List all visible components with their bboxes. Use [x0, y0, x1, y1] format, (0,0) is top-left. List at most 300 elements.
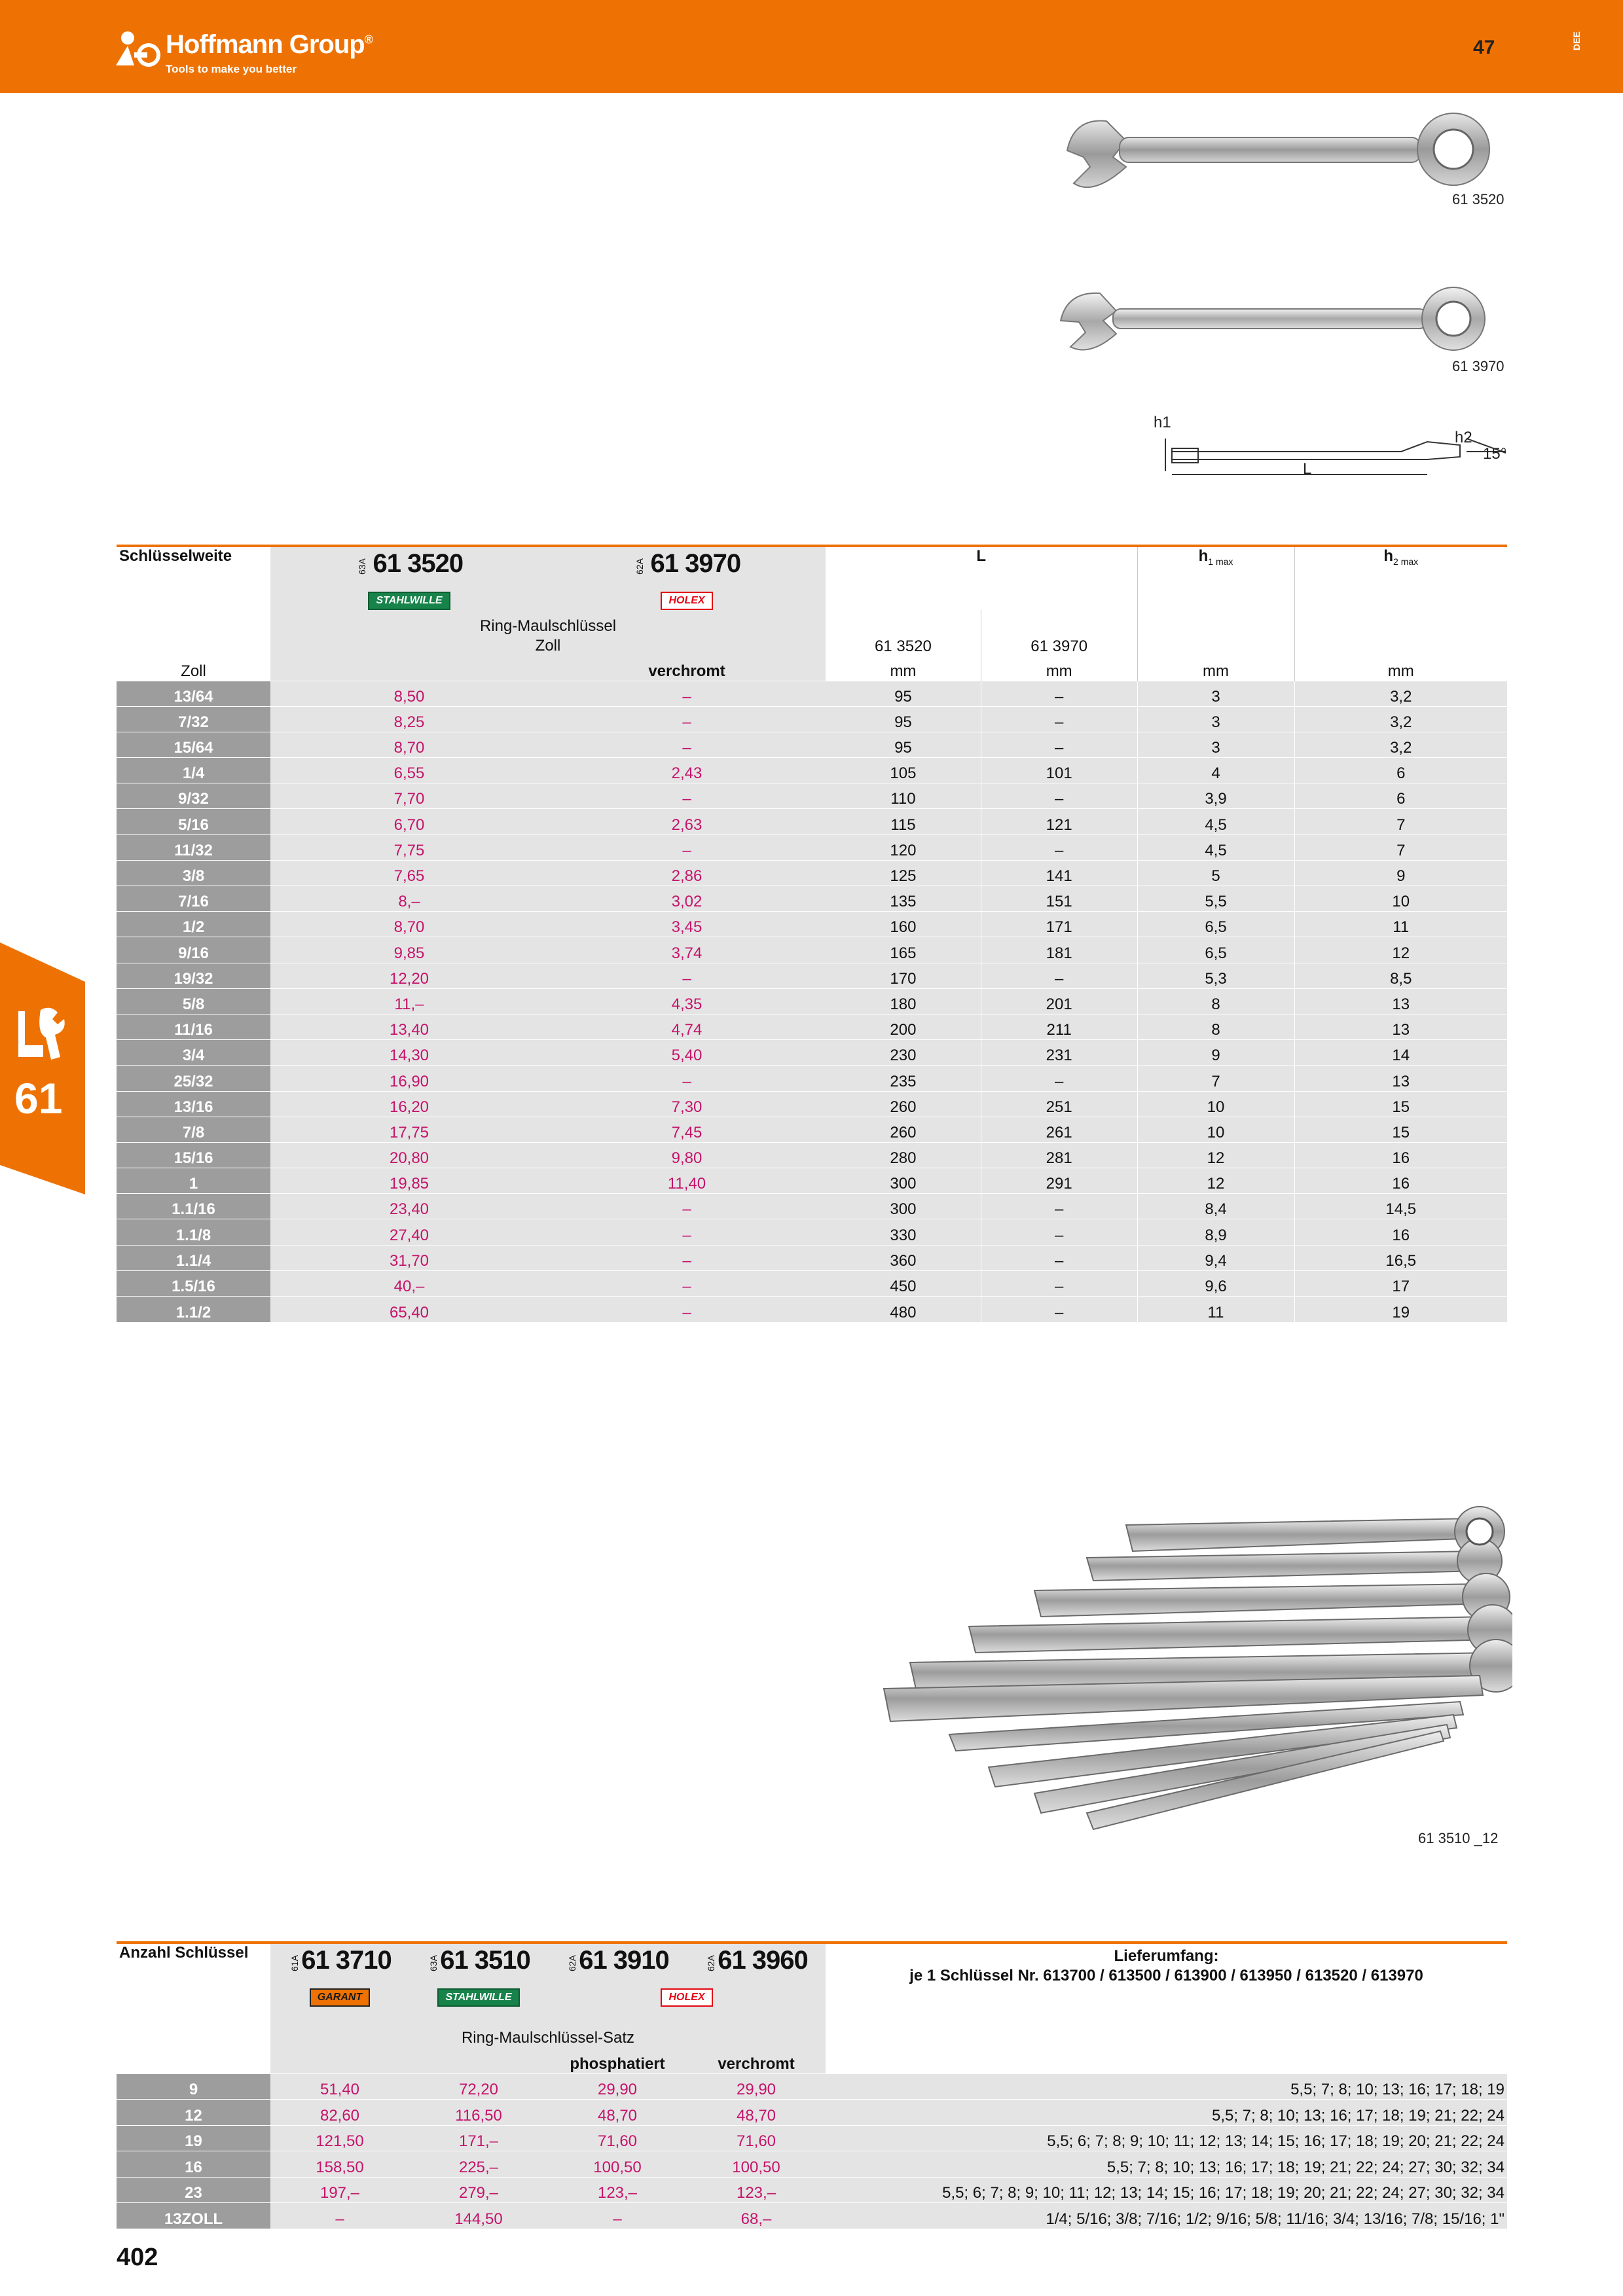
cell-price-613710: 158,50: [270, 2151, 409, 2178]
unit-mm-4: mm: [1387, 662, 1414, 680]
cell-price-613970: –: [548, 1219, 826, 1245]
cell-L-613520: 125: [826, 860, 981, 886]
table-row: [117, 1040, 1507, 1066]
cell-h1: 8: [1137, 1014, 1294, 1039]
language-code: DEE: [1571, 31, 1582, 50]
cell-price-613970: –: [548, 706, 826, 732]
cell-count: 9: [117, 2073, 270, 2100]
hoffmann-logo-icon: [115, 29, 168, 67]
desc-ring-maulschluessel: Ring-Maulschlüssel: [479, 617, 617, 635]
cell-price-613970: 5,40: [548, 1040, 826, 1066]
cell-price-613970: –: [548, 1066, 826, 1091]
table-row: [117, 988, 1507, 1014]
cell-L-613970: –: [981, 963, 1137, 988]
dim-label-h1: h1: [1154, 414, 1171, 431]
cell-h2: 13: [1294, 988, 1507, 1014]
cell-price-613520: 6,55: [270, 758, 548, 783]
label-h2-sub: 2 max: [1393, 556, 1419, 567]
finish-verchromt: verchromt: [648, 662, 725, 680]
wrench-image-613520: [1054, 111, 1512, 209]
type-code-1: 63A: [356, 558, 367, 575]
desc-ring-maulschluessel-satz: Ring-Maulschlüssel-Satz: [461, 2029, 635, 2047]
table-row: [117, 732, 1507, 757]
cell-price-613520: 12,20: [270, 963, 548, 988]
cell-count: 13ZOLL: [117, 2203, 270, 2229]
table-row: [117, 706, 1507, 732]
cell-price-613970: 2,63: [548, 809, 826, 834]
cell-size: 1: [117, 1168, 270, 1194]
cell-h1: 11: [1137, 1297, 1294, 1322]
cell-price-613520: 17,75: [270, 1117, 548, 1142]
table-row: [117, 2073, 1507, 2100]
cell-h2: 13: [1294, 1066, 1507, 1091]
cell-h1: 4,5: [1137, 809, 1294, 834]
cell-price-613970: 3,02: [548, 886, 826, 912]
cell-h1: 5,3: [1137, 963, 1294, 988]
cell-L-613520: 115: [826, 809, 981, 834]
product-code-613960: 61 3960: [718, 1946, 808, 1975]
cell-price-613970: 2,86: [548, 860, 826, 886]
cell-L-613520: 260: [826, 1091, 981, 1117]
product-table-2: [117, 1941, 1507, 2229]
cell-price-613520: 8,70: [270, 732, 548, 757]
cell-L-613970: –: [981, 834, 1137, 860]
page-number-bottom: 402: [117, 2244, 158, 2271]
cell-L-613520: 180: [826, 988, 981, 1014]
table-row: [117, 1219, 1507, 1245]
cell-h1: 9: [1137, 1040, 1294, 1066]
cell-size: 1.1/16: [117, 1194, 270, 1219]
cell-price-613970: 11,40: [548, 1168, 826, 1194]
table-row: [117, 783, 1507, 809]
cell-size: 11/32: [117, 834, 270, 860]
cell-price-613910: 71,60: [548, 2125, 687, 2151]
cell-price-613520: 8,25: [270, 706, 548, 732]
caption-613510: 61 3510 _12: [1418, 1830, 1499, 1846]
cell-price-613970: –: [548, 1245, 826, 1270]
cell-price-613520: 8,–: [270, 886, 548, 912]
cell-h1: 4,5: [1137, 834, 1294, 860]
cell-h2: 14,5: [1294, 1194, 1507, 1219]
table-row: [117, 2100, 1507, 2126]
page-number-top: 47: [1473, 37, 1495, 58]
cell-size: 1.1/4: [117, 1245, 270, 1270]
cell-size: 1.5/16: [117, 1270, 270, 1296]
cell-price-613970: –: [548, 1194, 826, 1219]
cell-count: 19: [117, 2125, 270, 2151]
table-row: [117, 1297, 1507, 1322]
cell-price-613520: 20,80: [270, 1142, 548, 1168]
cell-L-613520: 450: [826, 1270, 981, 1296]
table-row: [117, 1270, 1507, 1296]
cell-price-613510: 279,–: [409, 2177, 548, 2203]
label-h1-sub: 1 max: [1208, 556, 1233, 567]
cell-scope-sizes: 1/4; 5/16; 3/8; 7/16; 1/2; 9/16; 5/8; 11/16; 3/4; 13/16; 7/8; 15/16; 1": [826, 2203, 1507, 2229]
cell-price-613970: 4,74: [548, 1014, 826, 1039]
cell-h2: 16: [1294, 1219, 1507, 1245]
cell-L-613520: 95: [826, 732, 981, 757]
cell-count: 12: [117, 2100, 270, 2126]
cell-h2: 17: [1294, 1270, 1507, 1296]
cell-h1: 8: [1137, 988, 1294, 1014]
cell-price-613910: 100,50: [548, 2151, 687, 2178]
cell-h2: 15: [1294, 1117, 1507, 1142]
cell-L-613520: 300: [826, 1168, 981, 1194]
unit-mm-3: mm: [1203, 662, 1229, 680]
cell-price-613960: 29,90: [687, 2073, 826, 2100]
cell-price-613520: 8,50: [270, 681, 548, 706]
table-row: [117, 809, 1507, 834]
cell-L-613520: 200: [826, 1014, 981, 1039]
cell-size: 5/16: [117, 809, 270, 834]
brand-tagline: Tools to make you better: [166, 63, 297, 75]
cell-price-613520: 65,40: [270, 1297, 548, 1322]
table-row: [117, 681, 1507, 706]
dim-label-L: L: [1303, 460, 1312, 478]
cell-price-613970: –: [548, 963, 826, 988]
cell-price-613520: 6,70: [270, 809, 548, 834]
cell-size: 9/32: [117, 783, 270, 809]
cell-price-613910: 29,90: [548, 2073, 687, 2100]
cell-L-613520: 230: [826, 1040, 981, 1066]
cell-size: 15/64: [117, 732, 270, 757]
cell-price-613510: 144,50: [409, 2203, 548, 2229]
product-code-613910: 61 3910: [579, 1946, 669, 1975]
cell-h1: 3: [1137, 732, 1294, 757]
cell-price-613710: –: [270, 2203, 409, 2229]
cell-L-613970: 121: [981, 809, 1137, 834]
label-L-613520: 61 3520: [875, 637, 932, 655]
cell-L-613520: 95: [826, 706, 981, 732]
cell-h1: 5: [1137, 860, 1294, 886]
cell-price-613710: 197,–: [270, 2177, 409, 2203]
cell-h1: 12: [1137, 1168, 1294, 1194]
cell-L-613970: –: [981, 1270, 1137, 1296]
cell-price-613520: 31,70: [270, 1245, 548, 1270]
type-code-613710: 61A: [289, 1954, 301, 1971]
cell-scope-sizes: 5,5; 7; 8; 10; 13; 16; 17; 18; 19; 21; 22; 24: [826, 2100, 1507, 2126]
table-row: [117, 963, 1507, 988]
cell-price-613520: 16,20: [270, 1091, 548, 1117]
cell-price-613710: 82,60: [270, 2100, 409, 2126]
cell-h2: 16,5: [1294, 1245, 1507, 1270]
cell-L-613970: –: [981, 681, 1137, 706]
cell-price-613960: 100,50: [687, 2151, 826, 2178]
table-row: [117, 1014, 1507, 1039]
cell-price-613970: 4,35: [548, 988, 826, 1014]
cell-price-613960: 48,70: [687, 2100, 826, 2126]
cell-h1: 3: [1137, 706, 1294, 732]
cell-h1: 12: [1137, 1142, 1294, 1168]
cell-size: 25/32: [117, 1066, 270, 1091]
cell-h1: 7: [1137, 1066, 1294, 1091]
table-row: [117, 1066, 1507, 1091]
brand-logo-holex: HOLEX: [661, 592, 712, 610]
cell-L-613520: 95: [826, 681, 981, 706]
product-table-1: [117, 545, 1507, 1322]
table-row: [117, 2151, 1507, 2178]
cell-price-613520: 7,75: [270, 834, 548, 860]
cell-L-613970: 291: [981, 1168, 1137, 1194]
cell-L-613520: 170: [826, 963, 981, 988]
unit-mm-2: mm: [1046, 662, 1072, 680]
cell-L-613520: 120: [826, 834, 981, 860]
brand-logo-holex-2: HOLEX: [661, 1988, 712, 2007]
dimension-drawing: [1152, 412, 1519, 491]
product-code-613710: 61 3710: [301, 1946, 392, 1975]
label-h2: h: [1383, 547, 1394, 565]
cell-price-613960: 123,–: [687, 2177, 826, 2203]
product-code-613520: 61 3520: [373, 549, 464, 578]
cell-L-613970: –: [981, 1219, 1137, 1245]
cell-h2: 16: [1294, 1142, 1507, 1168]
cell-L-613970: 211: [981, 1014, 1137, 1039]
table-row: [117, 2203, 1507, 2229]
cell-price-613520: 9,85: [270, 937, 548, 963]
cell-L-613970: 171: [981, 912, 1137, 937]
table-row: [117, 1194, 1507, 1219]
cell-price-613520: 11,–: [270, 988, 548, 1014]
cell-size: 9/16: [117, 937, 270, 963]
scope-title: Lieferumfang:: [1114, 1947, 1219, 1965]
tool-wrench-icon: [14, 1005, 67, 1064]
header-L: [826, 546, 1137, 579]
cell-price-613520: 14,30: [270, 1040, 548, 1066]
table2-body: [117, 2073, 1507, 2229]
cell-price-613970: 7,45: [548, 1117, 826, 1142]
cell-scope-sizes: 5,5; 6; 7; 8; 9; 10; 11; 12; 13; 14; 15; 16; 17; 18; 19; 20; 21; 22; 24; 27; 30; 32; 34: [826, 2177, 1507, 2203]
cell-L-613970: –: [981, 1194, 1137, 1219]
cell-h2: 11: [1294, 912, 1507, 937]
caption-613970: 61 3970: [1452, 358, 1504, 374]
cell-price-613910: 123,–: [548, 2177, 687, 2203]
scope-text: je 1 Schlüssel Nr. 613700 / 613500 / 613900 / 613950 / 613520 / 613970: [909, 1967, 1423, 1984]
cell-h2: 12: [1294, 937, 1507, 963]
cell-L-613520: 160: [826, 912, 981, 937]
table-row: [117, 937, 1507, 963]
cell-scope-sizes: 5,5; 7; 8; 10; 13; 16; 17; 18; 19: [826, 2073, 1507, 2100]
finish-verchromt-2: verchromt: [718, 2054, 795, 2073]
cell-h2: 6: [1294, 783, 1507, 809]
cell-price-613520: 7,65: [270, 860, 548, 886]
cell-scope-sizes: 5,5; 6; 7; 8; 9; 10; 11; 12; 13; 14; 15; 16; 17; 18; 19; 20; 21; 22; 24: [826, 2125, 1507, 2151]
cell-L-613970: –: [981, 783, 1137, 809]
desc-zoll: Zoll: [535, 637, 561, 655]
cell-L-613970: 201: [981, 988, 1137, 1014]
header-key-size: [117, 546, 270, 579]
cell-L-613970: 251: [981, 1091, 1137, 1117]
cell-size: 19/32: [117, 963, 270, 988]
cell-L-613520: 280: [826, 1142, 981, 1168]
registered-mark: ®: [364, 33, 373, 46]
cell-L-613970: 281: [981, 1142, 1137, 1168]
cell-h2: 13: [1294, 1014, 1507, 1039]
type-code-613960: 62A: [706, 1954, 717, 1971]
sub-L-613520: [826, 610, 981, 656]
table-row: [117, 860, 1507, 886]
cell-L-613970: 151: [981, 886, 1137, 912]
caption-613520: 61 3520: [1452, 191, 1504, 207]
table-row: [117, 834, 1507, 860]
cell-size: 15/16: [117, 1142, 270, 1168]
cell-L-613970: –: [981, 1066, 1137, 1091]
cell-price-613520: 27,40: [270, 1219, 548, 1245]
unit-mm-1: mm: [890, 662, 917, 680]
cell-L-613520: 300: [826, 1194, 981, 1219]
cell-L-613970: –: [981, 1297, 1137, 1322]
cell-L-613520: 105: [826, 758, 981, 783]
label-anzahl-schluessel: Anzahl Schlüssel: [119, 1944, 249, 1962]
cell-h1: 10: [1137, 1117, 1294, 1142]
cell-h2: 19: [1294, 1297, 1507, 1322]
cell-h1: 3,9: [1137, 783, 1294, 809]
cell-price-613970: –: [548, 681, 826, 706]
cell-price-613970: 9,80: [548, 1142, 826, 1168]
cell-count: 16: [117, 2151, 270, 2178]
cell-h1: 3: [1137, 681, 1294, 706]
chapter-tab: [0, 942, 85, 1194]
chapter-number: 61: [14, 1074, 63, 1122]
table-row: [117, 1245, 1507, 1270]
cell-L-613970: –: [981, 1245, 1137, 1270]
cell-size: 7/8: [117, 1117, 270, 1142]
label-L-613970: 61 3970: [1030, 637, 1088, 655]
cell-count: 23: [117, 2177, 270, 2203]
cell-L-613520: 360: [826, 1245, 981, 1270]
wrench-image-613970: [1054, 281, 1512, 367]
type-code-2: 62A: [634, 558, 645, 575]
product-code-613510: 61 3510: [440, 1946, 530, 1975]
dim-label-h2: h2: [1455, 429, 1472, 446]
cell-price-613520: 16,90: [270, 1066, 548, 1091]
cell-price-613970: 3,74: [548, 937, 826, 963]
cell-L-613970: –: [981, 732, 1137, 757]
cell-h1: 9,6: [1137, 1270, 1294, 1296]
cell-h1: 10: [1137, 1091, 1294, 1117]
finish-phosphatiert: phosphatiert: [570, 2054, 665, 2073]
cell-price-613970: 3,45: [548, 912, 826, 937]
table-row: [117, 912, 1507, 937]
brand-name: Hoffmann Group: [166, 30, 365, 59]
cell-L-613520: 165: [826, 937, 981, 963]
cell-L-613970: 231: [981, 1040, 1137, 1066]
cell-price-613970: –: [548, 732, 826, 757]
cell-price-613970: –: [548, 834, 826, 860]
cell-price-613510: 225,–: [409, 2151, 548, 2178]
cell-L-613520: 110: [826, 783, 981, 809]
cell-price-613710: 121,50: [270, 2125, 409, 2151]
cell-price-613510: 72,20: [409, 2073, 548, 2100]
cell-L-613520: 330: [826, 1219, 981, 1245]
cell-L-613520: 480: [826, 1297, 981, 1322]
type-code-613910: 62A: [567, 1954, 578, 1971]
cell-size: 1.1/2: [117, 1297, 270, 1322]
cell-price-613520: 19,85: [270, 1168, 548, 1194]
cell-size: 3/4: [117, 1040, 270, 1066]
product-code-613970: 61 3970: [650, 549, 741, 578]
table-row: [117, 1142, 1507, 1168]
sub-L-613970: [981, 610, 1137, 656]
cell-size: 3/8: [117, 860, 270, 886]
label-L: L: [976, 547, 987, 565]
cell-h2: 3,2: [1294, 732, 1507, 757]
cell-L-613520: 135: [826, 886, 981, 912]
cell-size: 5/8: [117, 988, 270, 1014]
table-row: [117, 1117, 1507, 1142]
cell-price-613970: –: [548, 1270, 826, 1296]
cell-L-613970: 141: [981, 860, 1137, 886]
cell-size: 11/16: [117, 1014, 270, 1039]
cell-price-613970: 7,30: [548, 1091, 826, 1117]
cell-h2: 9: [1294, 860, 1507, 886]
cell-price-613960: 71,60: [687, 2125, 826, 2151]
table-row: [117, 1091, 1507, 1117]
cell-h1: 6,5: [1137, 937, 1294, 963]
dim-label-angle: 15°: [1483, 445, 1507, 463]
cell-price-613520: 13,40: [270, 1014, 548, 1039]
cell-L-613520: 260: [826, 1117, 981, 1142]
brand-logo-stahlwille-2: STAHLWILLE: [437, 1988, 519, 2007]
cell-h1: 9,4: [1137, 1245, 1294, 1270]
cell-size: 13/16: [117, 1091, 270, 1117]
label-schluesselweite: Schlüsselweite: [119, 547, 232, 565]
cell-price-613970: –: [548, 1297, 826, 1322]
cell-L-613970: 101: [981, 758, 1137, 783]
cell-h1: 8,4: [1137, 1194, 1294, 1219]
cell-L-613970: –: [981, 706, 1137, 732]
cell-h2: 14: [1294, 1040, 1507, 1066]
cell-price-613710: 51,40: [270, 2073, 409, 2100]
cell-h2: 10: [1294, 886, 1507, 912]
cell-scope-sizes: 5,5; 7; 8; 10; 13; 16; 17; 18; 19; 21; 22; 24; 27; 30; 32; 34: [826, 2151, 1507, 2178]
label-h1: h: [1198, 547, 1209, 565]
cell-price-613970: –: [548, 783, 826, 809]
cell-size: 7/32: [117, 706, 270, 732]
cell-h2: 3,2: [1294, 706, 1507, 732]
cell-price-613970: 2,43: [548, 758, 826, 783]
page-header: [0, 0, 1623, 93]
cell-price-613520: 40,–: [270, 1270, 548, 1296]
type-code-613510: 63A: [428, 1954, 439, 1971]
cell-price-613520: 7,70: [270, 783, 548, 809]
table-row: [117, 2125, 1507, 2151]
cell-price-613910: 48,70: [548, 2100, 687, 2126]
table-row: [117, 758, 1507, 783]
table-row: [117, 1168, 1507, 1194]
cell-price-613960: 68,–: [687, 2203, 826, 2229]
table-row: [117, 2177, 1507, 2203]
cell-h1: 5,5: [1137, 886, 1294, 912]
cell-price-613510: 171,–: [409, 2125, 548, 2151]
wrench-set-image: [871, 1505, 1512, 1833]
cell-size: 7/16: [117, 886, 270, 912]
brand-logo-stahlwille: STAHLWILLE: [368, 592, 450, 610]
cell-L-613970: 181: [981, 937, 1137, 963]
cell-price-613910: –: [548, 2203, 687, 2229]
cell-L-613520: 235: [826, 1066, 981, 1091]
unit-zoll: Zoll: [181, 662, 206, 680]
cell-size: 1/4: [117, 758, 270, 783]
cell-size: 1/2: [117, 912, 270, 937]
cell-price-613520: 8,70: [270, 912, 548, 937]
cell-size: 1.1/8: [117, 1219, 270, 1245]
cell-h2: 15: [1294, 1091, 1507, 1117]
cell-price-613510: 116,50: [409, 2100, 548, 2126]
cell-h1: 8,9: [1137, 1219, 1294, 1245]
cell-h2: 8,5: [1294, 963, 1507, 988]
cell-L-613970: 261: [981, 1117, 1137, 1142]
cell-h2: 7: [1294, 809, 1507, 834]
